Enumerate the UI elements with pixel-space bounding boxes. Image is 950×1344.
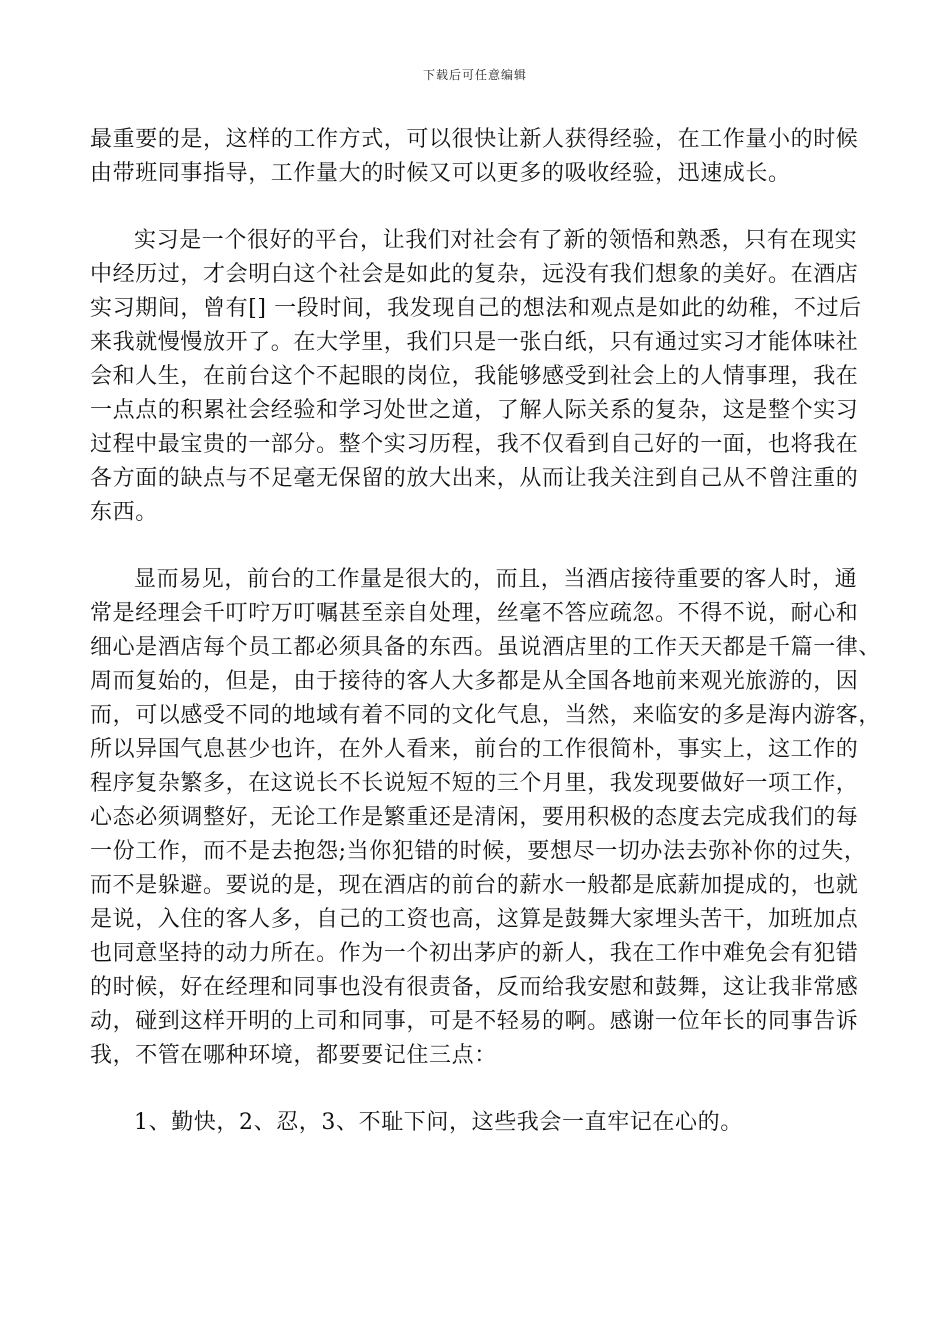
text-line: 动，碰到这样开明的上司和同事，可是不轻易的啊。感谢一位年长的同事告诉	[90, 1009, 859, 1034]
text-line: 程序复杂繁多，在这说长不长说短不短的三个月里，我发现要做好一项工作，	[90, 771, 859, 796]
text-line: 常是经理会千叮咛万叮嘱甚至亲自处理，丝毫不答应疏忽。不得不说，耐心和	[90, 601, 859, 626]
text-line: 实习期间，曾有[] 一段时间，我发现自己的想法和观点是如此的幼稚，不过后	[90, 296, 862, 321]
paragraph-3	[90, 563, 882, 1073]
text-line: 而不是躲避。要说的是，现在酒店的前台的薪水一般都是底薪加提成的，也就	[90, 873, 859, 898]
text-line: 一点点的积累社会经验和学习处世之道，了解人际关系的复杂，这是整个实习	[90, 398, 859, 423]
text-line: 所以异国气息甚少也许，在外人看来，前台的工作很简朴，事实上，这工作的	[90, 737, 859, 762]
text-line: 会和人生，在前台这个不起眼的岗位，我能够感受到社会上的人情事理，我在	[90, 364, 859, 389]
text-line: 的时候，好在经理和同事也没有很责备，反而给我安慰和鼓舞，这让我非常感	[90, 975, 859, 1000]
text-line: 一份工作，而不是去抱怨;当你犯错的时候，要想尽一切办法去弥补你的过失，	[90, 839, 867, 864]
text-line: 实习是一个很好的平台，让我们对社会有了新的领悟和熟悉，只有在现实	[134, 228, 858, 253]
text-line: 由带班同事指导，工作量大的时候又可以更多的吸收经验，迅速成长。	[90, 161, 791, 186]
page-header: 下载后可任意编辑	[422, 68, 527, 82]
paragraph-2	[90, 224, 860, 530]
text-line: 是说，入住的客人多，自己的工资也高，这算是鼓舞大家埋头苦干，加班加点	[90, 907, 859, 932]
text-line: 而，可以感受不同的地域有着不同的文化气息，当然，来临安的多是海内游客，	[90, 703, 882, 728]
text-line: 也同意坚持的动力所在。作为一个初出茅庐的新人，我在工作中难免会有犯错	[90, 941, 859, 966]
paragraph-4	[90, 1106, 860, 1140]
text-line: 最重要的是，这样的工作方式，可以很快让新人获得经验，在工作量小的时候	[90, 127, 859, 152]
text-line: 我，不管在哪种环境，都要要记住三点：	[90, 1043, 497, 1068]
document-body	[90, 123, 882, 1140]
text-line: 东西。	[90, 500, 158, 525]
text-line: 中经历过，才会明白这个社会是如此的复杂，远没有我们想象的美好。在酒店	[90, 262, 859, 287]
text-line: 周而复始的，但是，由于接待的客人大多都是从全国各地前来观光旅游的，因	[90, 669, 859, 694]
paragraph-1	[90, 123, 860, 191]
text-line: 心态必须调整好，无论工作是繁重还是清闲，要用积极的态度去完成我们的每	[90, 805, 859, 830]
text-line: 来我就慢慢放开了。在大学里，我们只是一张白纸，只有通过实习才能体味社	[90, 330, 859, 355]
text-line: 1、勤快，2、忍，3、不耻下问，这些我会一直牢记在心的。	[134, 1110, 743, 1135]
text-line: 细心是酒店每个员工都必须具备的东西。虽说酒店里的工作天天都是千篇一律、	[90, 635, 882, 660]
text-line: 过程中最宝贵的一部分。整个实习历程，我不仅看到自己好的一面，也将我在	[90, 432, 859, 457]
text-line: 显而易见，前台的工作量是很大的，而且，当酒店接待重要的客人时，通	[134, 567, 858, 592]
text-line: 各方面的缺点与不足毫无保留的放大出来，从而让我关注到自己从不曾注重的	[90, 466, 859, 491]
